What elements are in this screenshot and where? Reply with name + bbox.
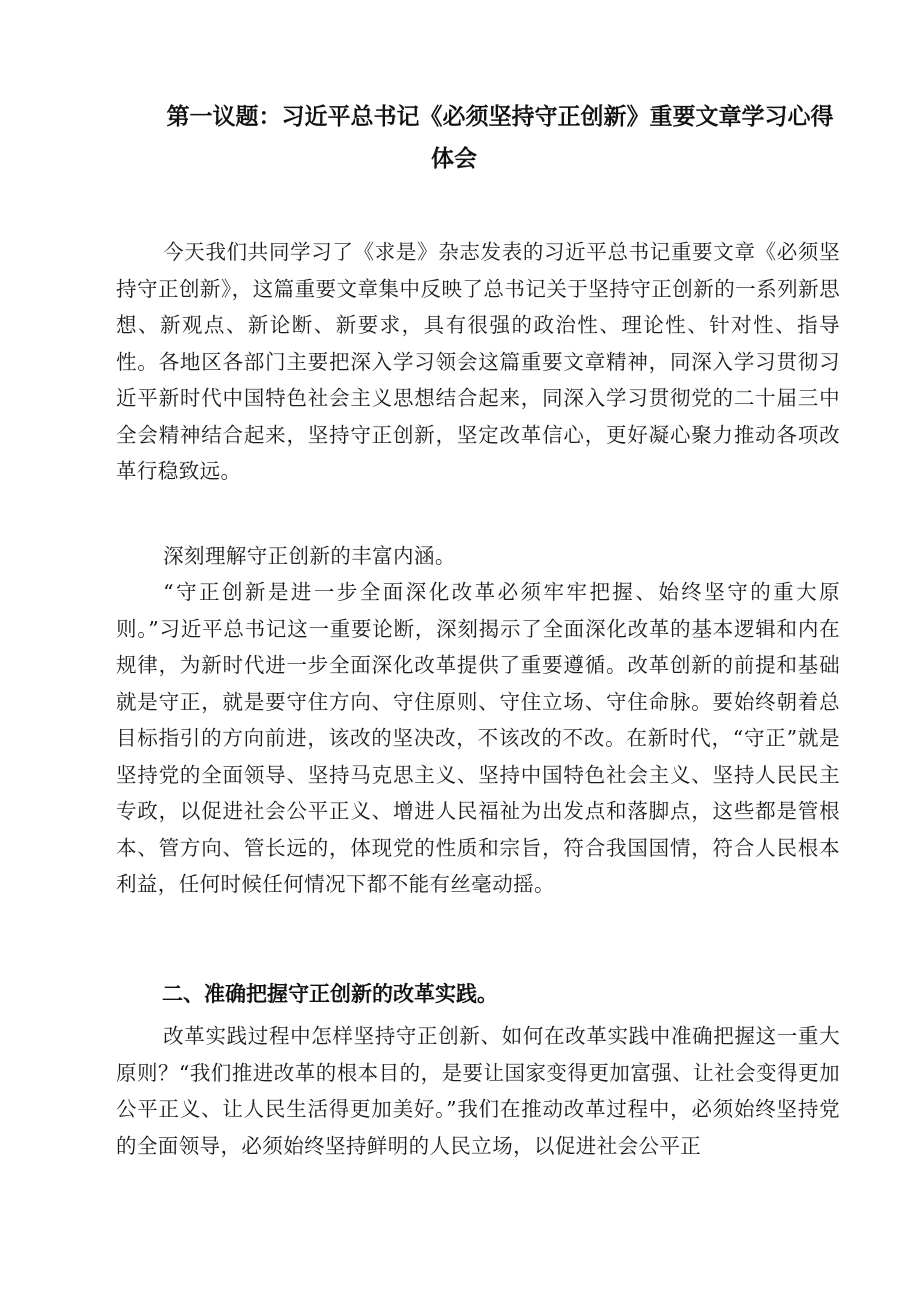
- document-title: [120, 96, 880, 180]
- title-line-2: 体会: [431, 146, 477, 172]
- title-line-1: 第一议题：习近平总书记《必须坚持守正创新》重要文章学习心得: [166, 104, 834, 130]
- paragraph-body: “守正创新是进一步全面深化改革必须牢牢把握、始终坚守的重大原则。”习近平总书记这一重要论断，深刻揭示了全面深化改革的基本逻辑和内在规律，为新时代进一步全面深化改革提供了重要遵循。改革创新的前提和基础就是守正，就是要守住方向、守住原则、守住立场、守住命脉。要始终朝着总目标指引的方向前进，该改的坚决改，不该改的不改。在新时代，“守正”就是坚持党的全面领导、坚持马克思主义、坚持中国特色社会主义、坚持人民民主专政，以促进社会公平正义、增进人民福祉为出发点和落脚点，这些都是管根本、管方向、管长远的，体现党的性质和宗旨，符合我国国情，符合人民根本利益，任何时候任何情况下都不能有丝毫动摇。: [116, 580, 840, 896]
- paragraph-section-two: 改革实践过程中怎样坚持守正创新、如何在改革实践中准确把握这一重大原则？“我们推进改革的根本目的，是要让国家变得更加富强、让社会变得更加公平正义、让人民生活得更加美好。”我们在推动改革过程中，必须始终坚持党的全面领导，必须始终坚持鲜明的人民立场，以促进社会公平正: [116, 1024, 840, 1158]
- paragraph-intro: 今天我们共同学习了《求是》杂志发表的习近平总书记重要文章《必须坚持守正创新》，这篇重要文章集中反映了总书记关于坚持守正创新的一系列新思想、新观点、新论断、新要求，具有很强的政治性、理论性、针对性、指导性。各地区各部门主要把深入学习领会这篇重要文章精神，同深入学习贯彻习近平新时代中国特色社会主义思想结合起来，同深入学习贯彻党的二十届三中全会精神结合起来，坚持守正创新，坚定改革信心，更好凝心聚力推动各项改革行稳致远。: [116, 240, 840, 483]
- section-heading: 二、准确把握守正创新的改革实践。: [162, 982, 498, 1006]
- paragraph-subheading: 深刻理解守正创新的丰富内涵。: [163, 544, 456, 568]
